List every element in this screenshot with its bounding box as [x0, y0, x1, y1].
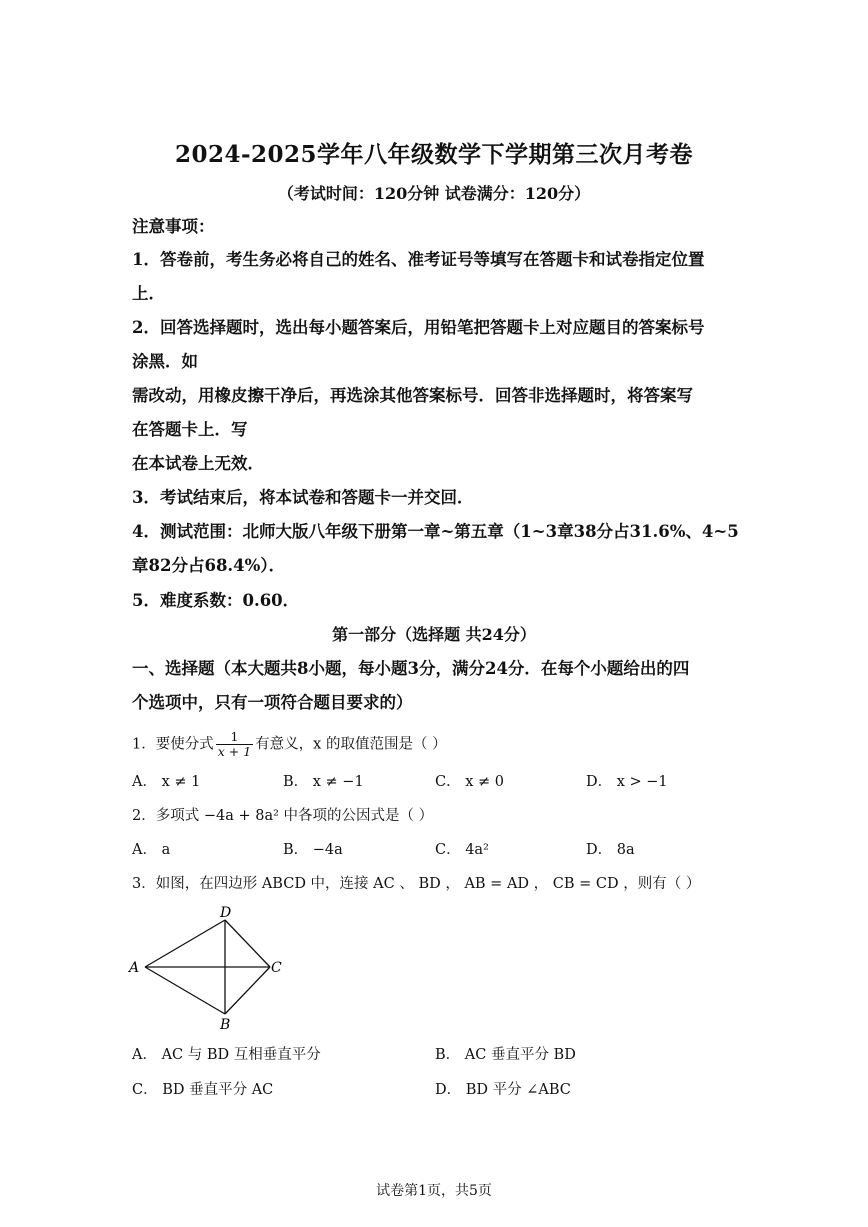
fraction [216, 730, 253, 759]
question-3-stem: 3．如图，在四边形 ABCD 中，连接 AC 、 BD ， AB = AD ， CB = CD ，则有（ ） [132, 876, 701, 892]
fraction-numerator: 1 [216, 730, 253, 745]
notice-line: 上． [132, 284, 165, 303]
notice-line: 5．难度系数：0.60． [132, 591, 300, 610]
section-heading: 个选项中，只有一项符合题目要求的） [132, 693, 413, 712]
edge-ad [145, 920, 225, 967]
quadrilateral-figure [125, 902, 295, 1034]
question-1-option-d: D． x > −1 [586, 774, 668, 790]
question-3-option-a: A． AC 与 BD 互相垂直平分 [132, 1047, 321, 1063]
question-2-option-a: A． a [132, 842, 171, 858]
notice-line: 章82分占68.4%）． [132, 556, 286, 575]
question-3-option-d: D． BD 平分 ∠ABC [435, 1082, 571, 1098]
section-heading: 一、选择题（本大题共8小题，每小题3分，满分24分．在每个小题给出的四 [132, 659, 690, 678]
question-1-stem [132, 730, 447, 759]
vertex-label-d: D [220, 905, 232, 921]
edge-ba [145, 967, 225, 1014]
notice-line: 在答题卡上．写 [132, 420, 248, 439]
question-1-option-a: A． x ≠ 1 [132, 774, 201, 790]
exam-info: （考试时间：120分钟 试卷满分：120分） [277, 184, 591, 203]
notice-line: 1．答卷前，考生务必将自己的姓名、准考证号等填写在答题卡和试卷指定位置 [132, 250, 705, 269]
question-2-stem: 2．多项式 −4a + 8a² 中各项的公因式是（ ） [132, 808, 434, 824]
notice-line: 在本试卷上无效． [132, 454, 264, 473]
question-3-option-b: B． AC 垂直平分 BD [435, 1047, 576, 1063]
page-footer: 试卷第1页，共5页 [376, 1183, 492, 1199]
vertex-label-c: C [271, 960, 282, 976]
edge-dc [225, 920, 270, 967]
notice-heading: 注意事项： [132, 217, 215, 236]
question-1-prefix: 1．要使分式 [132, 736, 214, 753]
fraction-denominator: x + 1 [217, 744, 252, 759]
part-title: 第一部分（选择题 共24分） [332, 625, 536, 644]
question-2-option-c: C． 4a² [435, 842, 489, 858]
question-1-option-c: C． x ≠ 0 [435, 774, 504, 790]
page-title: 2024-2025学年八年级数学下学期第三次月考卷 [174, 141, 694, 168]
question-1-option-b: B． x ≠ −1 [283, 774, 364, 790]
edge-cb [225, 967, 270, 1014]
notice-line: 涂黑．如 [132, 352, 198, 371]
question-1-suffix: 有意义，x 的取值范围是（ ） [255, 736, 447, 753]
notice-line: 2．回答选择题时，选出每小题答案后，用铅笔把答题卡上对应题目的答案标号 [132, 318, 705, 337]
notice-line: 3．考试结束后，将本试卷和答题卡一并交回． [132, 488, 474, 507]
vertex-label-a: A [129, 960, 140, 976]
vertex-label-b: B [220, 1017, 231, 1033]
notice-line: 需改动，用橡皮擦干净后，再选涂其他答案标号．回答非选择题时，将答案写 [132, 386, 693, 405]
question-3-option-c: C． BD 垂直平分 AC [132, 1082, 274, 1098]
question-2-option-d: D． 8a [586, 842, 635, 858]
notice-line: 4．测试范围：北师大版八年级下册第一章~第五章（1~3章38分占31.6%、4~5 [132, 522, 739, 541]
question-2-option-b: B． −4a [283, 842, 343, 858]
